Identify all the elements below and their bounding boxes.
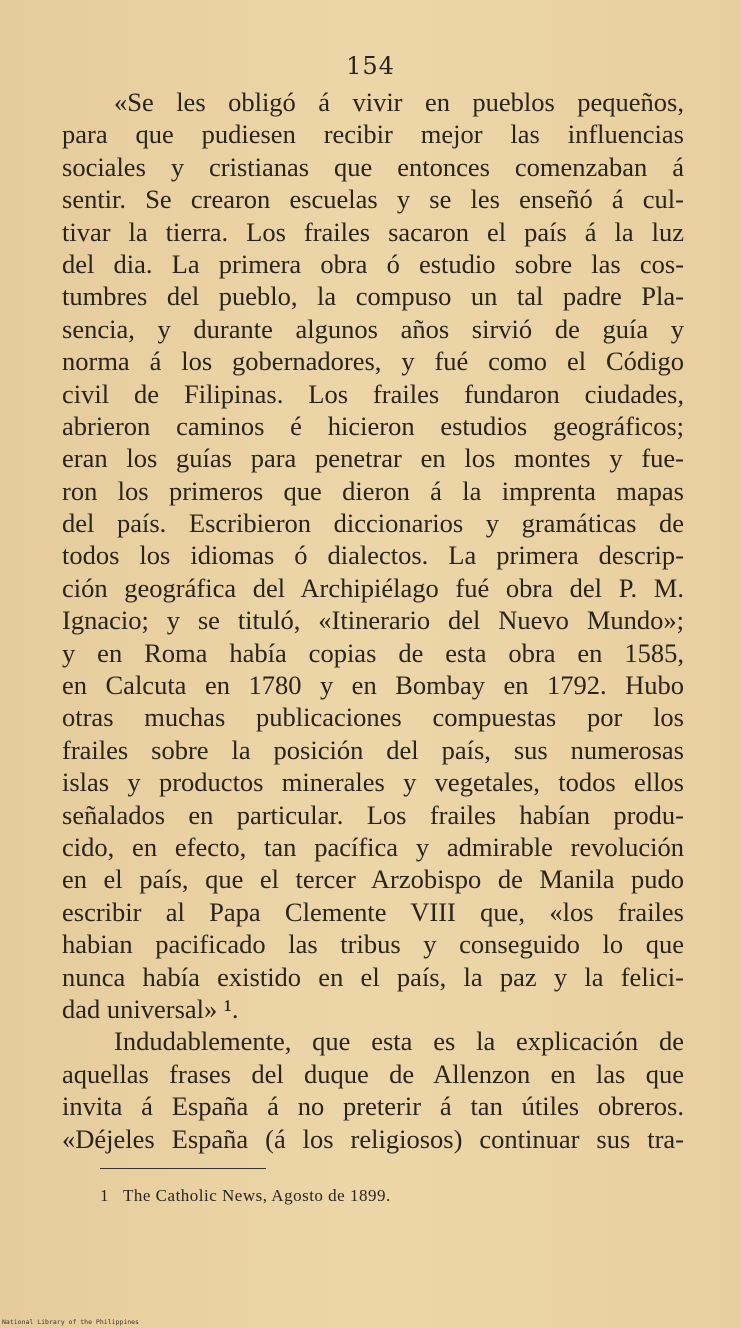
text-line: abrieron caminos é hicieron estudios geográficos; <box>62 410 684 441</box>
text-line: sencia, y durante algunos años sirvió de guía y <box>62 313 684 344</box>
text-line: ron los primeros que dieron á la imprenta mapas <box>62 475 684 506</box>
text-line: sociales y cristianas que entonces comenzaban á <box>62 151 684 182</box>
text-line: invita á España á no preterir á tan útiles obreros. <box>62 1091 684 1122</box>
text-line: sentir. Se crearon escuelas y se les enseñó á cul- <box>62 184 684 215</box>
text-line: aquellas frases del duque de Allenzon en las que <box>62 1058 684 1089</box>
text-line: tumbres del pueblo, la compuso un tal padre Pla- <box>62 281 684 312</box>
paragraph-2 <box>62 1025 684 1155</box>
text-line: del dia. La primera obra ó estudio sobre las cos- <box>62 248 684 279</box>
text-line: otras muchas publicaciones compuestas por los <box>62 702 684 733</box>
text-line: ción geográfica del Archipiélago fué obra del P. M. <box>62 572 684 603</box>
text-line: del país. Escribieron diccionarios y gramáticas de <box>62 508 684 539</box>
page-number: 154 <box>346 52 395 80</box>
library-stamp: National Library of the Philippines <box>2 1318 139 1326</box>
text-line: Indudablemente, que esta es la explicación de <box>114 1026 684 1057</box>
text-line: y en Roma había copias de esta obra en 1585, <box>62 637 684 668</box>
paragraph-1 <box>62 86 684 1025</box>
text-line: «Se les obligó á vivir en pueblos pequeños, <box>114 87 684 117</box>
text-line: Ignacio; y se tituló, «Itinerario del Nuevo Mundo»; <box>62 605 684 636</box>
text-line: «Déjeles España (á los religiosos) continuar sus tra- <box>62 1123 684 1154</box>
text-line: escribir al Papa Clemente VIII que, «los frailes <box>62 896 684 927</box>
text-line: frailes sobre la posición del país, sus numerosas <box>62 734 684 765</box>
text-line: tivar la tierra. Los frailes sacaron el país á la luz <box>62 216 684 247</box>
text-line: eran los guías para penetrar en los montes y fue- <box>62 443 684 474</box>
text-line: nunca había existido en el país, la paz y la felici- <box>62 961 684 992</box>
text-line: en el país, que el tercer Arzobispo de Manila pudo <box>62 864 684 895</box>
body-text <box>62 86 684 1155</box>
text-line: cido, en efecto, tan pacífica y admirable revolución <box>62 831 684 862</box>
footnote-divider <box>100 1168 266 1169</box>
text-line: todos los idiomas ó dialectos. La primera descrip- <box>62 540 684 571</box>
text-line: civil de Filipinas. Los frailes fundaron ciudades, <box>62 378 684 409</box>
text-line: islas y productos minerales y vegetales, todos ellos <box>62 767 684 798</box>
text-line: dad universal» ¹. <box>62 993 239 1024</box>
footnote-text: The Catholic News, Agosto de 1899. <box>123 1186 391 1205</box>
text-line: para que pudiesen recibir mejor las influencias <box>62 119 684 150</box>
text-line: norma á los gobernadores, y fué como el Código <box>62 346 684 377</box>
footnote-number: 1 <box>100 1186 109 1205</box>
footnote <box>100 1186 391 1206</box>
text-line: en Calcuta en 1780 y en Bombay en 1792. Hubo <box>62 670 684 701</box>
text-line: señalados en particular. Los frailes habían produ- <box>62 799 684 830</box>
text-line: habian pacificado las tribus y conseguido lo que <box>62 929 684 960</box>
